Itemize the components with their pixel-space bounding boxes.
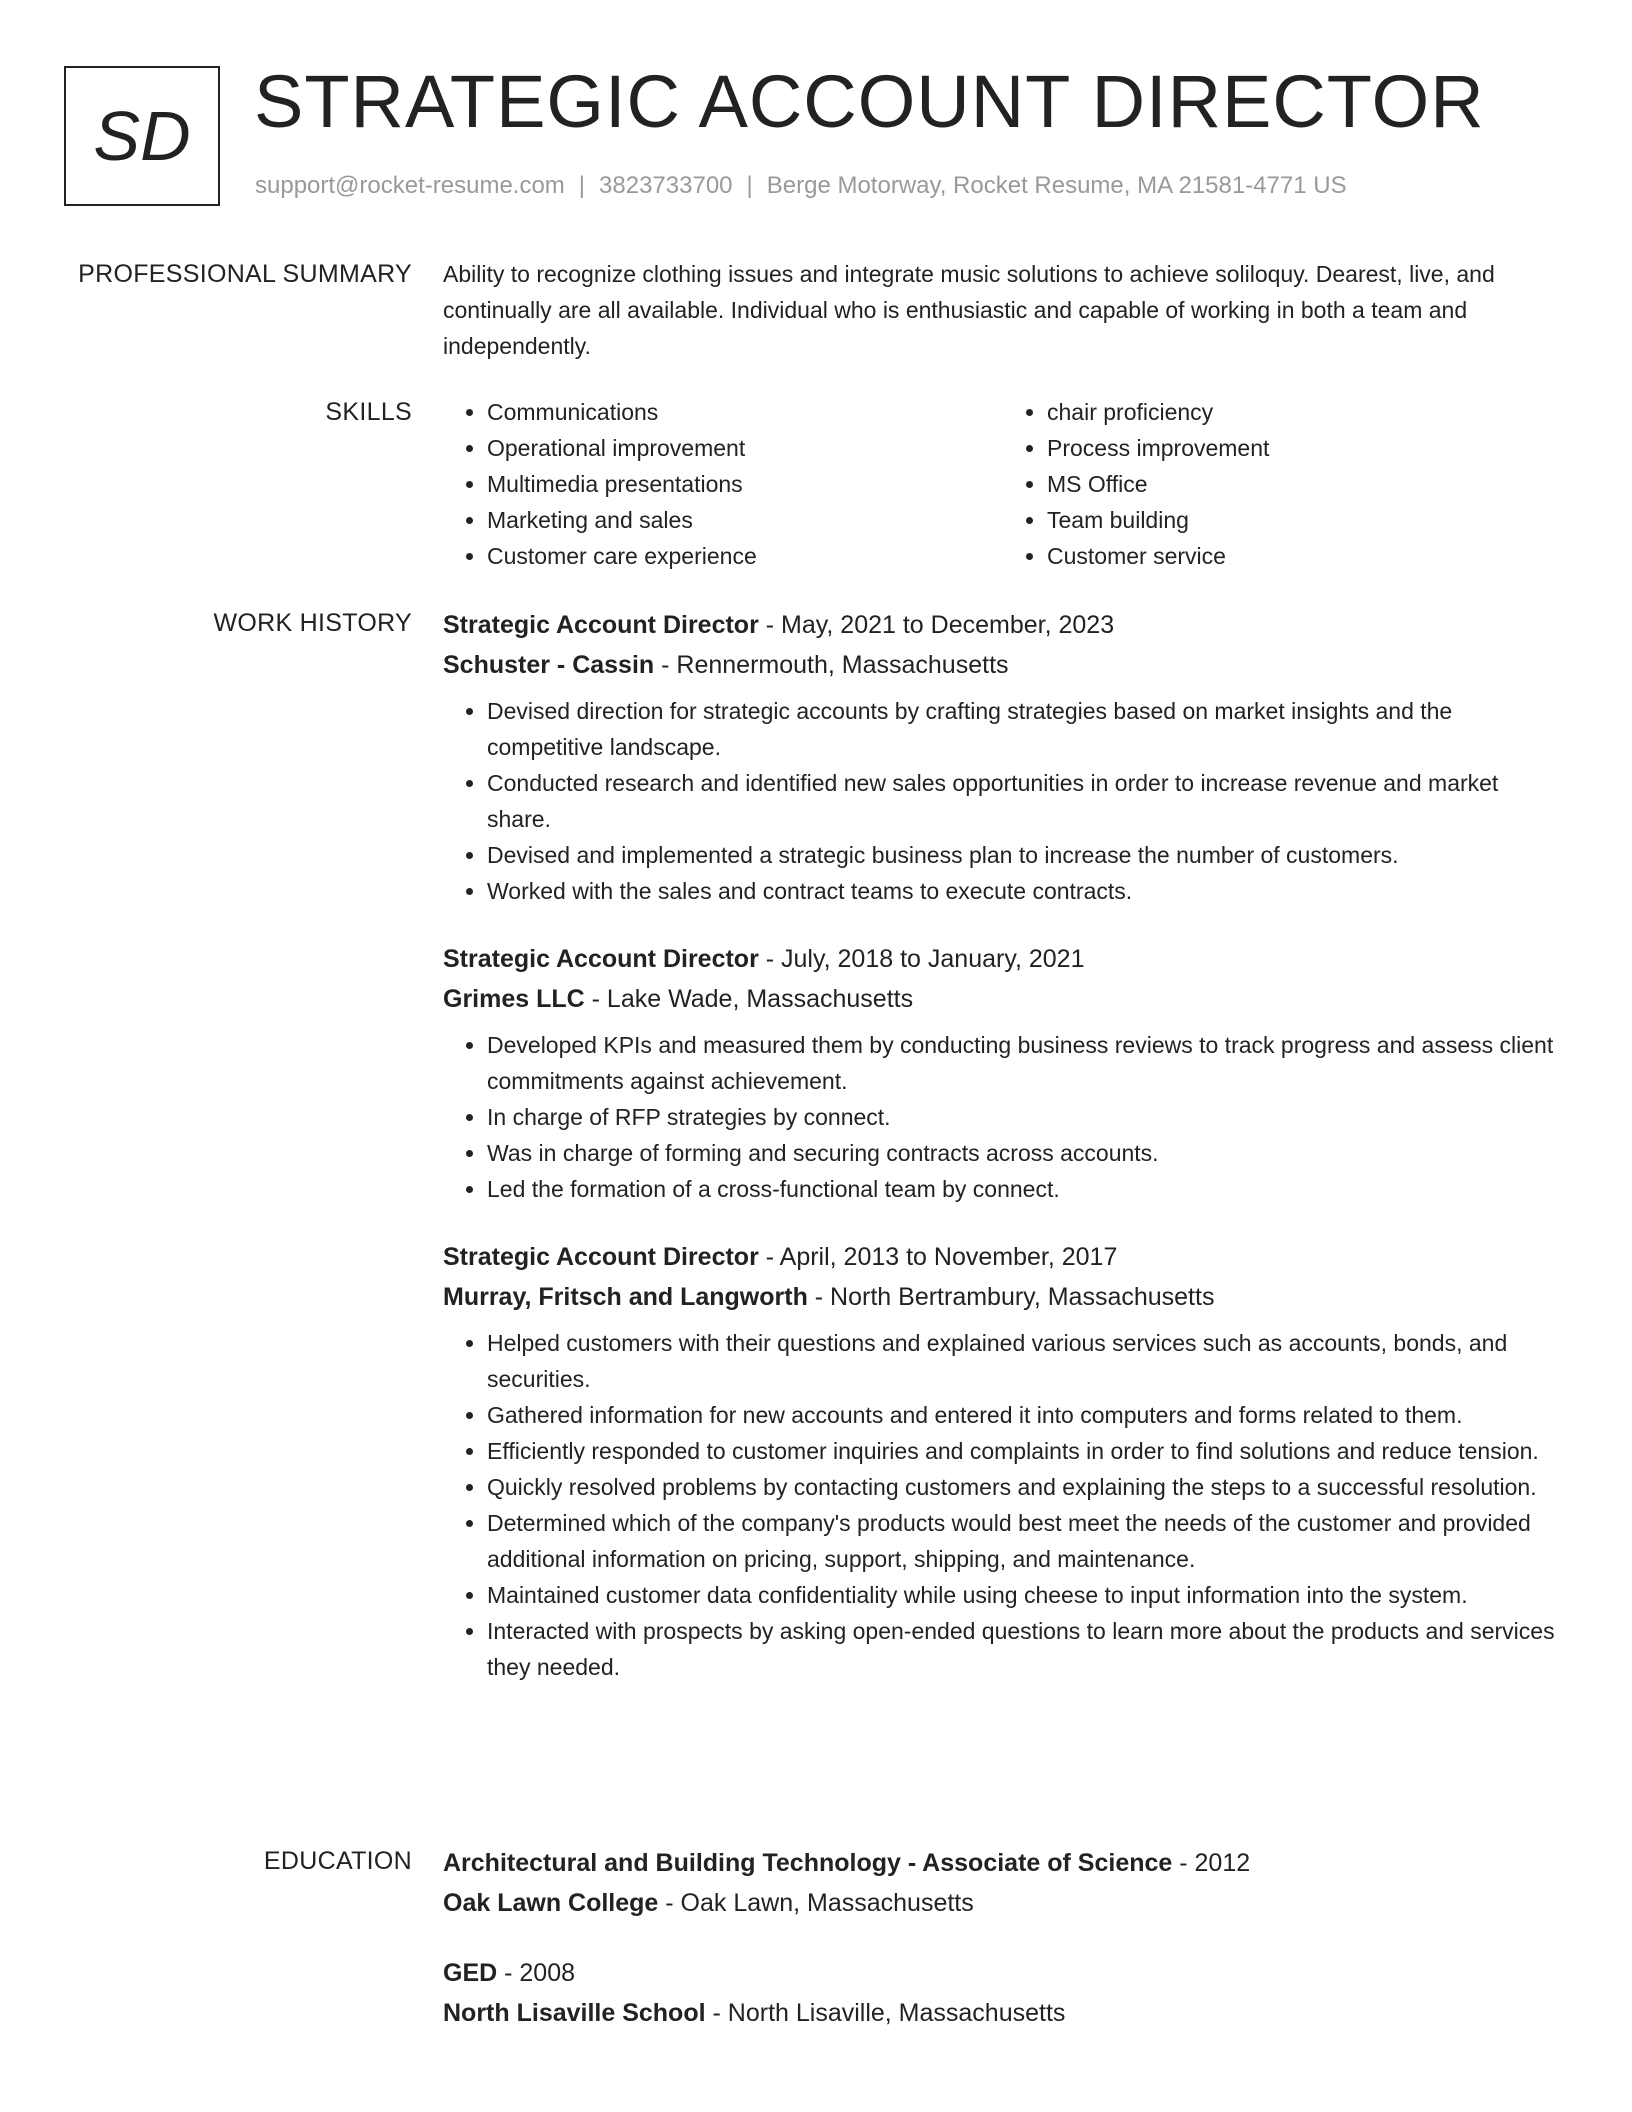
job-company: Grimes LLC	[443, 985, 585, 1013]
job-bullets	[443, 1027, 1563, 1207]
contact-phone[interactable]: 3823733700	[599, 172, 733, 199]
summary-body	[443, 256, 1563, 364]
contact-address: Berge Motorway, Rocket Resume, MA 21581-4771 US	[766, 172, 1347, 199]
job-title: Strategic Account Director	[443, 1243, 759, 1271]
job-bullet: • Developed KPIs and measured them by conducting business reviews to track progress and assess client commitments against achievement.	[487, 1027, 1563, 1099]
job-title-line	[443, 1237, 1563, 1277]
summary-text: Ability to recognize clothing issues and integrate music solutions to achieve soliloquy. Dearest, live, and continually are all available. Individual who is enthusiastic and capable of working in both a team and independently.	[443, 261, 1495, 359]
education-entry	[443, 1843, 1563, 1923]
work-history-label: WORK HISTORY	[213, 609, 412, 637]
education-year: - 2012	[1172, 1849, 1251, 1877]
education-year: - 2008	[497, 1959, 576, 1987]
job-title: Strategic Account Director	[443, 945, 759, 973]
job-bullet: • Helped customers with their questions and explained various services such as accounts, bonds, and securities.	[487, 1325, 1563, 1397]
job-location: - North Bertrambury, Massachusetts	[807, 1283, 1215, 1311]
skill-item: • Marketing and sales	[487, 502, 1003, 538]
job-bullet: • Conducted research and identified new sales opportunities in order to increase revenue and market share.	[487, 765, 1563, 837]
job-dates: - April, 2013 to November, 2017	[758, 1243, 1118, 1271]
education-school: North Lisaville School	[443, 1999, 706, 2027]
education-school: Oak Lawn College	[443, 1889, 659, 1917]
education-degree-line	[443, 1843, 1563, 1883]
job-location: - Rennermouth, Massachusetts	[654, 651, 1009, 679]
skills-list-left	[443, 394, 1003, 574]
education-location: - Oak Lawn, Massachusetts	[658, 1889, 974, 1917]
job-title-line	[443, 939, 1563, 979]
education-body	[443, 1843, 1563, 2063]
job-bullet: • Gathered information for new accounts and entered it into computers and forms related to them.	[487, 1397, 1563, 1433]
job-bullet: • Quickly resolved problems by contacting customers and explaining the steps to a successful resolution.	[487, 1469, 1563, 1505]
education-degree: GED	[443, 1959, 498, 1987]
education-entry	[443, 1953, 1563, 2033]
job-company-line	[443, 645, 1563, 685]
education-degree: Architectural and Building Technology - Associate of Science	[443, 1849, 1173, 1877]
skills-body	[443, 394, 1563, 574]
skill-item: • Communications	[487, 394, 1003, 430]
job-entry	[443, 939, 1563, 1207]
skills-label: SKILLS	[325, 398, 412, 426]
contact-separator: |	[746, 172, 753, 199]
skill-item: • Customer service	[1047, 538, 1563, 574]
job-bullets	[443, 693, 1563, 909]
job-bullet: • Was in charge of forming and securing contracts across accounts.	[487, 1135, 1563, 1171]
job-dates: - July, 2018 to January, 2021	[758, 945, 1085, 973]
job-entry	[443, 605, 1563, 909]
job-bullet: • Maintained customer data confidentiality while using cheese to input information into the system.	[487, 1577, 1563, 1613]
summary-label: PROFESSIONAL SUMMARY	[78, 260, 412, 288]
education-label: EDUCATION	[263, 1847, 412, 1875]
job-bullet: • Worked with the sales and contract teams to execute contracts.	[487, 873, 1563, 909]
skill-item: • Process improvement	[1047, 430, 1563, 466]
job-location: - Lake Wade, Massachusetts	[584, 985, 914, 1013]
job-bullet: • Interacted with prospects by asking open-ended questions to learn more about the products and services they needed.	[487, 1613, 1563, 1685]
skill-item: • chair proficiency	[1047, 394, 1563, 430]
page-title: STRATEGIC ACCOUNT DIRECTOR	[254, 60, 1485, 143]
job-bullet: • Led the formation of a cross-functional team by connect.	[487, 1171, 1563, 1207]
job-bullet: • Devised direction for strategic accounts by crafting strategies based on market insights and the competitive landscape.	[487, 693, 1563, 765]
job-bullet: • In charge of RFP strategies by connect.	[487, 1099, 1563, 1135]
job-title: Strategic Account Director	[443, 611, 759, 639]
job-company-line	[443, 1277, 1563, 1317]
job-bullets	[443, 1325, 1563, 1685]
job-company: Schuster - Cassin	[443, 651, 655, 679]
job-dates: - May, 2021 to December, 2023	[758, 611, 1115, 639]
job-company-line	[443, 979, 1563, 1019]
job-bullet: • Determined which of the company's products would best meet the needs of the customer and provided additional information on pricing, support, shipping, and maintenance.	[487, 1505, 1563, 1577]
contact-line	[255, 172, 1347, 200]
skill-item: • Team building	[1047, 502, 1563, 538]
skills-list-right	[1003, 394, 1563, 574]
job-bullet: • Devised and implemented a strategic business plan to increase the number of customers.	[487, 837, 1563, 873]
skill-item: • Operational improvement	[487, 430, 1003, 466]
job-company: Murray, Fritsch and Langworth	[443, 1283, 808, 1311]
education-school-line	[443, 1883, 1563, 1923]
education-location: - North Lisaville, Massachusetts	[705, 1999, 1066, 2027]
work-history-body	[443, 605, 1563, 1715]
education-school-line	[443, 1993, 1563, 2033]
contact-email[interactable]: support@rocket-resume.com	[255, 172, 565, 199]
job-entry	[443, 1237, 1563, 1685]
skill-item: • Customer care experience	[487, 538, 1003, 574]
job-title-line	[443, 605, 1563, 645]
skill-item: • MS Office	[1047, 466, 1563, 502]
job-bullet: • Efficiently responded to customer inquiries and complaints in order to find solutions and reduce tension.	[487, 1433, 1563, 1469]
skill-item: • Multimedia presentations	[487, 466, 1003, 502]
education-degree-line	[443, 1953, 1563, 1993]
monogram-logo: SD	[64, 66, 220, 206]
contact-separator: |	[578, 172, 586, 199]
